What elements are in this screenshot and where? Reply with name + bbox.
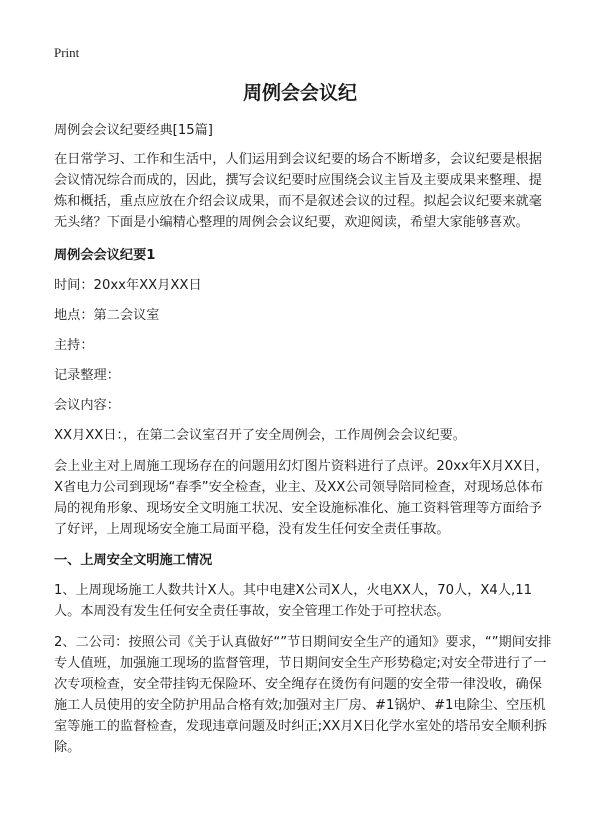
paragraph-owner-review: 会上业主对上周施工现场存在的问题用幻灯图片资料进行了点评。20xx年X月XX日，X省电力公司到现场“春季”安全检查，业主、及XX公司领导陪同检查，对现场总体布局的视角形象、现场安全文明施工状况、安全设施标准化、施工资料管理等方面给予了好评，上周现场安全施工局面平稳，没有发生任何安全责任事故。 — [54, 459, 549, 537]
list-item-2: 2、二公司：按照公司《关于认真做好“”节日期间安全生产的通知》要求，“”期间安排专人值班，加强施工现场的监督管理，节日期间安全生产形势稳定;对安全带进行了一次专项检查，安全带挂钩无保险环、安全绳存在烫伤有问题的安全带一律没收，确保施工人员使用的安全防护用品合格有效;加强对主厂房、#1锅炉、#1电除尘、空压机室等施工的监督检查，发现违章问题及时纠正;XX月X日化学水室处的塔吊安全顺利拆除。 — [54, 635, 552, 755]
intro-paragraph: 在日常学习、工作和生活中，人们运用到会议纪要的场合不断增多，会议纪要是根据会议情况综合而成的，因此，撰写会议纪要时应围绕会议主旨及主要成果来整理、提炼和概括，重点应放在介绍会议成果，而不是叙述会议的过程。拟起会议纪要来就毫无头绪？下面是小编精心整理的周例会会议纪要，欢迎阅读，希望大家能够喜欢。 — [54, 152, 542, 230]
section-heading-minutes-1: 周例会会议纪要1 — [54, 248, 156, 263]
meeting-time: 时间：20xx年XX月XX日 — [54, 278, 202, 293]
meeting-content-label: 会议内容： — [54, 398, 120, 413]
meeting-host: 主持： — [54, 338, 94, 353]
meeting-place: 地点：第二会议室 — [54, 308, 160, 323]
meeting-recorder: 记录整理： — [54, 368, 120, 383]
paragraph-meeting-held: XX月XX日：，在第二会议室召开了安全周例会，工作周例会会议纪要。 — [54, 428, 466, 443]
list-item-1: 1、上周现场施工人数共计X人。其中电建X公司X人，火电XX人，70人，X4人,11人。本周没有发生任何安全责任事故，安全管理工作处于可控状态。 — [54, 583, 532, 619]
document-subtitle: 周例会会议纪要经典[15篇] — [54, 123, 213, 138]
document-title: 周例会会议纪 — [242, 82, 357, 104]
document-body — [54, 120, 554, 768]
section-heading-safety: 一、上周安全文明施工情况 — [54, 553, 213, 568]
print-link[interactable]: Print — [54, 45, 80, 60]
